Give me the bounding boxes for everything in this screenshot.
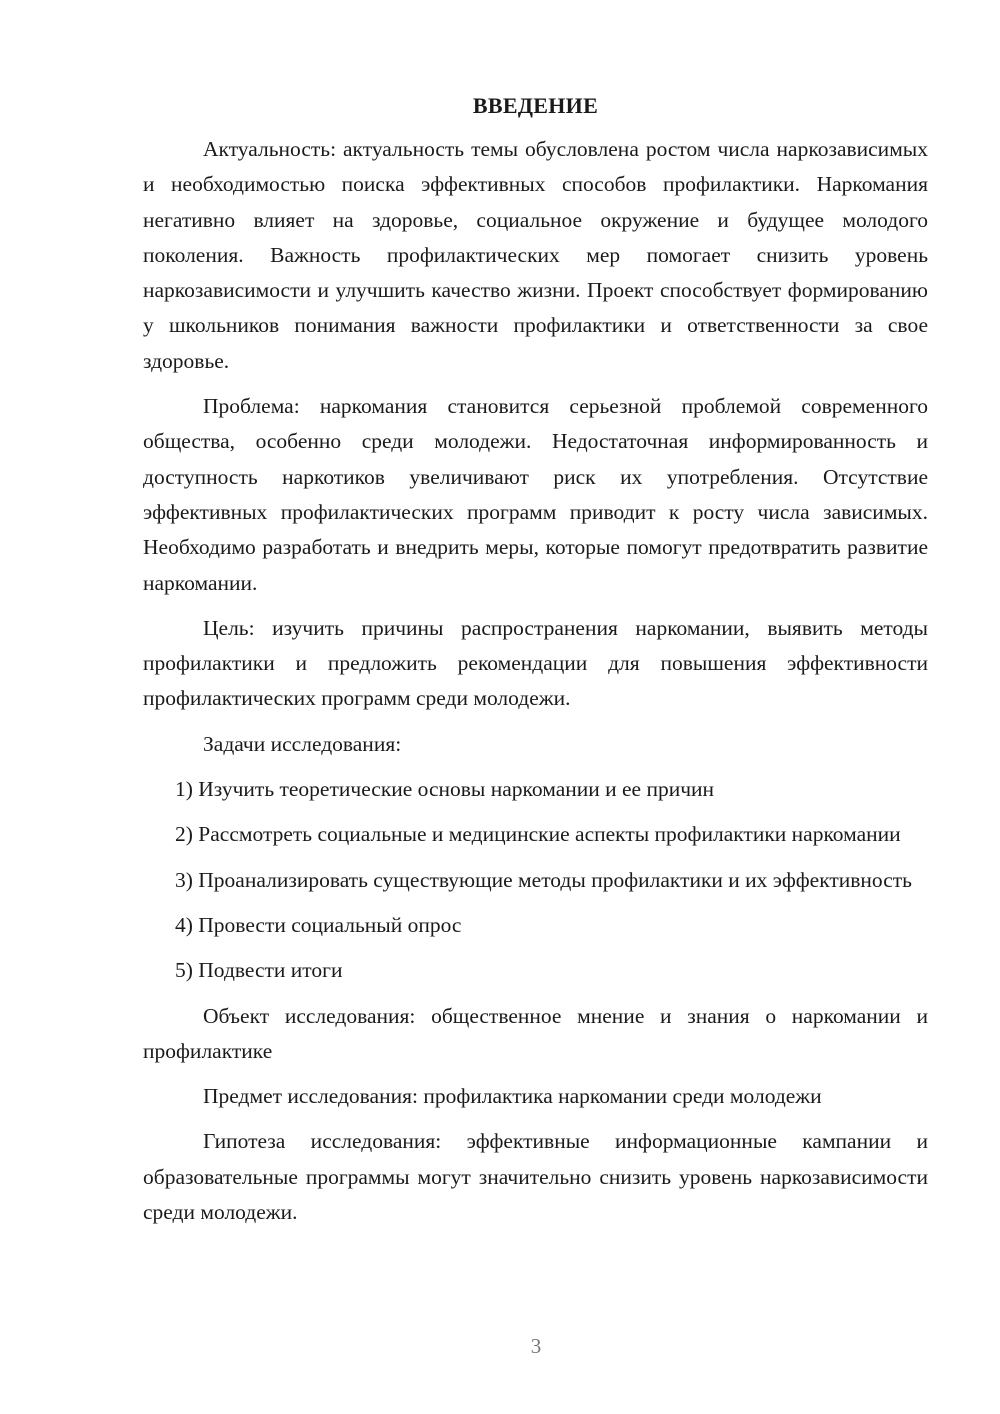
goal-paragraph: Цель: изучить причины распространения наркомании, выявить методы профилактики и предложить рекомендации для повышения эффективности профилактических программ среди молодежи. <box>143 615 928 711</box>
task-item-2: 2) Рассмотреть социальные и медицинские аспекты профилактики наркомании <box>175 822 901 847</box>
task-item-3: 3) Проанализировать существующие методы профилактики и их эффективность <box>175 867 912 892</box>
page-title: ВВЕДЕНИЕ <box>472 93 599 118</box>
problem-paragraph: Проблема: наркомания становится серьезной проблемой современного общества, особенно среди молодежи. Недостаточная информированность и доступность наркотиков увеличивают риск их употребления. Отсутствие эффективных профилактических программ приводит к росту числа зависимых. Необходимо разработать и внедрить меры, которые помогут предотвратить развитие наркомании. <box>143 394 928 595</box>
task-item-1: 1) Изучить теоретические основы наркомании и ее причин <box>175 777 715 802</box>
hypothesis-paragraph: Гипотеза исследования: эффективные информационные кампании и образовательные программы могут значительно снизить уровень наркозависимости среди молодежи. <box>143 1129 928 1225</box>
document-page <box>143 93 928 1240</box>
object-paragraph: Объект исследования: общественное мнение и знания о наркомании и профилактике <box>143 1003 928 1063</box>
relevance-paragraph: Актуальность: актуальность темы обусловлена ростом числа наркозависимых и необходимостью поиска эффективных способов профилактики. Наркомания негативно влияет на здоровье, социальное окружение и будущее молодого поколения. Важность профилактических мер помогает снизить уровень наркозависимости и улучшить качество жизни. Проект способствует формированию у школьников понимания важности профилактики и ответственности за свое здоровье. <box>143 137 928 373</box>
page-number: 3 <box>530 1334 542 1358</box>
task-item-5: 5) Подвести итоги <box>175 958 343 983</box>
tasks-heading: Задачи исследования: <box>203 731 402 756</box>
task-item-4: 4) Провести социальный опрос <box>175 912 462 937</box>
subject-paragraph: Предмет исследования: профилактика наркомании среди молодежи <box>203 1084 822 1109</box>
